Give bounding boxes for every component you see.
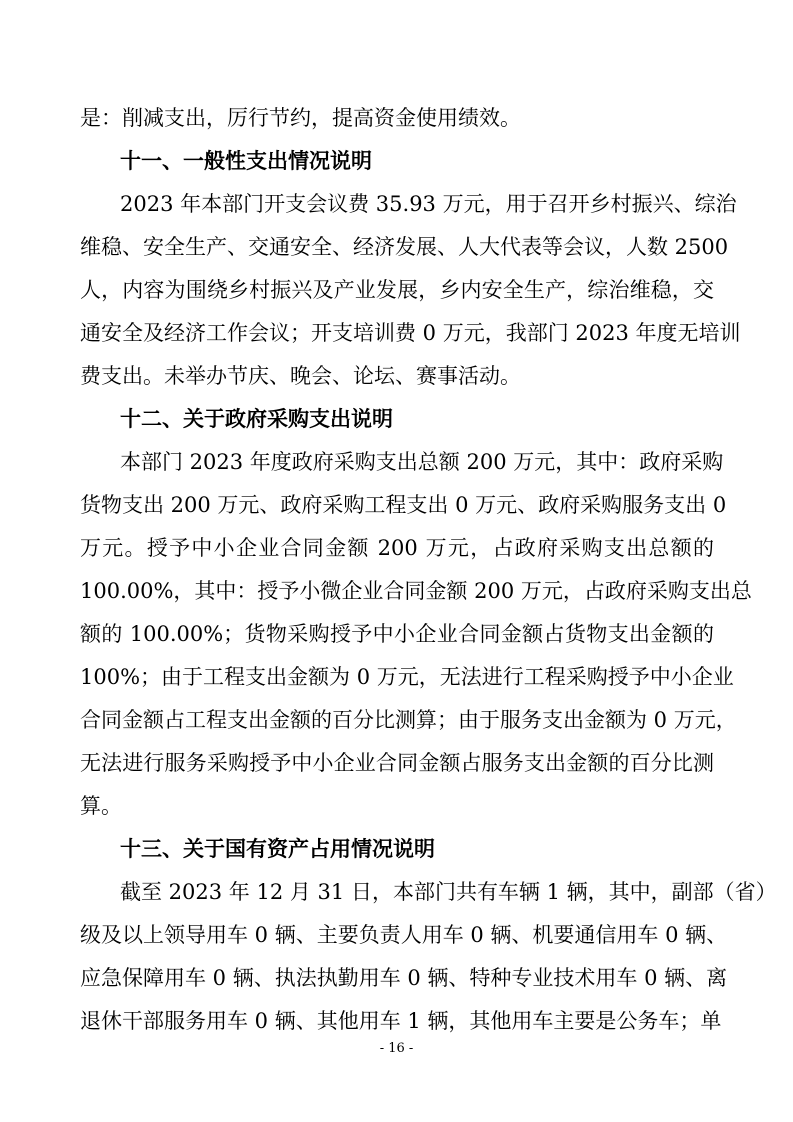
paragraph-line: 费支出。未举办节庆、晚会、论坛、赛事活动。: [80, 364, 521, 388]
paragraph-line: 本部门 2023 年度政府采购支出总额 200 万元，其中：政府采购: [120, 450, 724, 474]
paragraph-line: 退休干部服务用车 0 辆、其他用车 1 辆，其他用车主要是公务车；单: [80, 1009, 722, 1033]
paragraph-line: 万元。授予中小企业合同金额 200 万元，占政府采购支出总额的: [80, 536, 714, 560]
paragraph-line: 100%；由于工程支出金额为 0 万元，无法进行工程采购授予中小企业: [80, 665, 734, 689]
paragraph-line: 100.00%，其中：授予小微企业合同金额 200 万元，占政府采购支出总: [80, 579, 752, 603]
paragraph-line: 合同金额占工程支出金额的百分比测算；由于服务支出金额为 0 万元，: [80, 708, 737, 732]
paragraph-line: 2023 年本部门开支会议费 35.93 万元，用于召开乡村振兴、综治: [120, 192, 737, 216]
paragraph-line: 维稳、安全生产、交通安全、经济发展、人大代表等会议，人数 2500: [80, 235, 729, 259]
page-number: - 16 -: [379, 1041, 414, 1056]
paragraph-line: 应急保障用车 0 辆、执法执勤用车 0 辆、特种专业技术用车 0 辆、离: [80, 966, 728, 990]
paragraph-line: 货物支出 200 万元、政府采购工程支出 0 万元、政府采购服务支出 0: [80, 493, 727, 517]
paragraph-line: 是：削减支出，厉行节约，提高资金使用绩效。: [80, 106, 521, 130]
section-heading-11: 十一、一般性支出情况说明: [120, 149, 372, 173]
section-heading-13: 十三、关于国有资产占用情况说明: [120, 837, 435, 861]
paragraph-line: 额的 100.00%；货物采购授予中小企业合同金额占货物支出金额的: [80, 622, 714, 646]
paragraph-line: 算。: [80, 794, 122, 818]
paragraph-line: 通安全及经济工作会议；开支培训费 0 万元，我部门 2023 年度无培训: [80, 321, 741, 345]
paragraph-line: 无法进行服务采购授予中小企业合同金额占服务支出金额的百分比测: [80, 751, 714, 775]
section-heading-12: 十二、关于政府采购支出说明: [120, 407, 393, 431]
paragraph-line: 级及以上领导用车 0 辆、主要负责人用车 0 辆、机要通信用车 0 辆、: [80, 923, 728, 947]
paragraph-line: 截至 2023 年 12 月 31 日，本部门共有车辆 1 辆，其中，副部（省）: [120, 880, 777, 904]
paragraph-line: 人，内容为围绕乡村振兴及产业发展，乡内安全生产，综治维稳，交: [80, 278, 714, 302]
